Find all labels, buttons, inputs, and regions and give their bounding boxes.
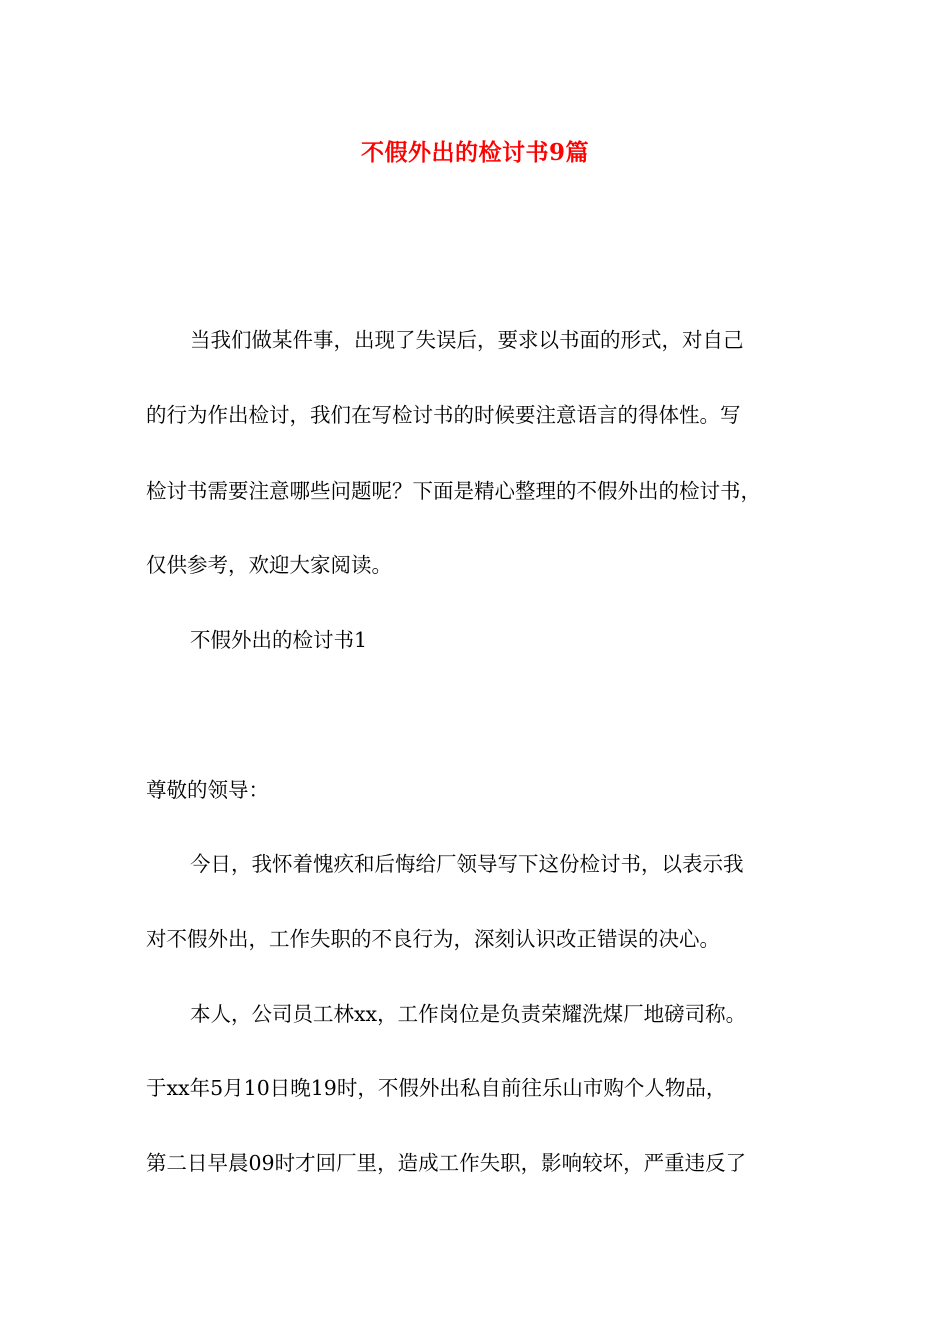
document-title: 不假外出的检讨书9篇	[360, 139, 589, 166]
intro-line-4: 仅供参考，欢迎大家阅读。	[146, 553, 392, 577]
section-heading: 不假外出的检讨书1	[190, 628, 368, 652]
intro-line-3: 检讨书需要注意哪些问题呢？下面是精心整理的不假外出的检讨书，	[146, 479, 761, 503]
paragraph2-line-3: 第二日早晨09时才回厂里，造成工作失职，影响较坏，严重违反了	[146, 1151, 747, 1175]
paragraph1-line-2: 对不假外出，工作失职的不良行为，深刻认识改正错误的决心。	[146, 927, 720, 951]
salutation: 尊敬的领导：	[146, 778, 269, 802]
intro-line-2: 的行为作出检讨，我们在写检讨书的时候要注意语言的得体性。写	[146, 403, 741, 427]
intro-line-1: 当我们做某件事，出现了失误后，要求以书面的形式，对自己	[190, 328, 744, 352]
paragraph2-line-1: 本人，公司员工林xx，工作岗位是负责荣耀洗煤厂地磅司称。	[190, 1002, 747, 1026]
paragraph1-line-1: 今日，我怀着愧疚和后悔给厂领导写下这份检讨书，以表示我	[190, 852, 744, 876]
paragraph2-line-2: 于xx年5月10日晚19时，不假外出私自前往乐山市购个人物品，	[146, 1076, 727, 1100]
